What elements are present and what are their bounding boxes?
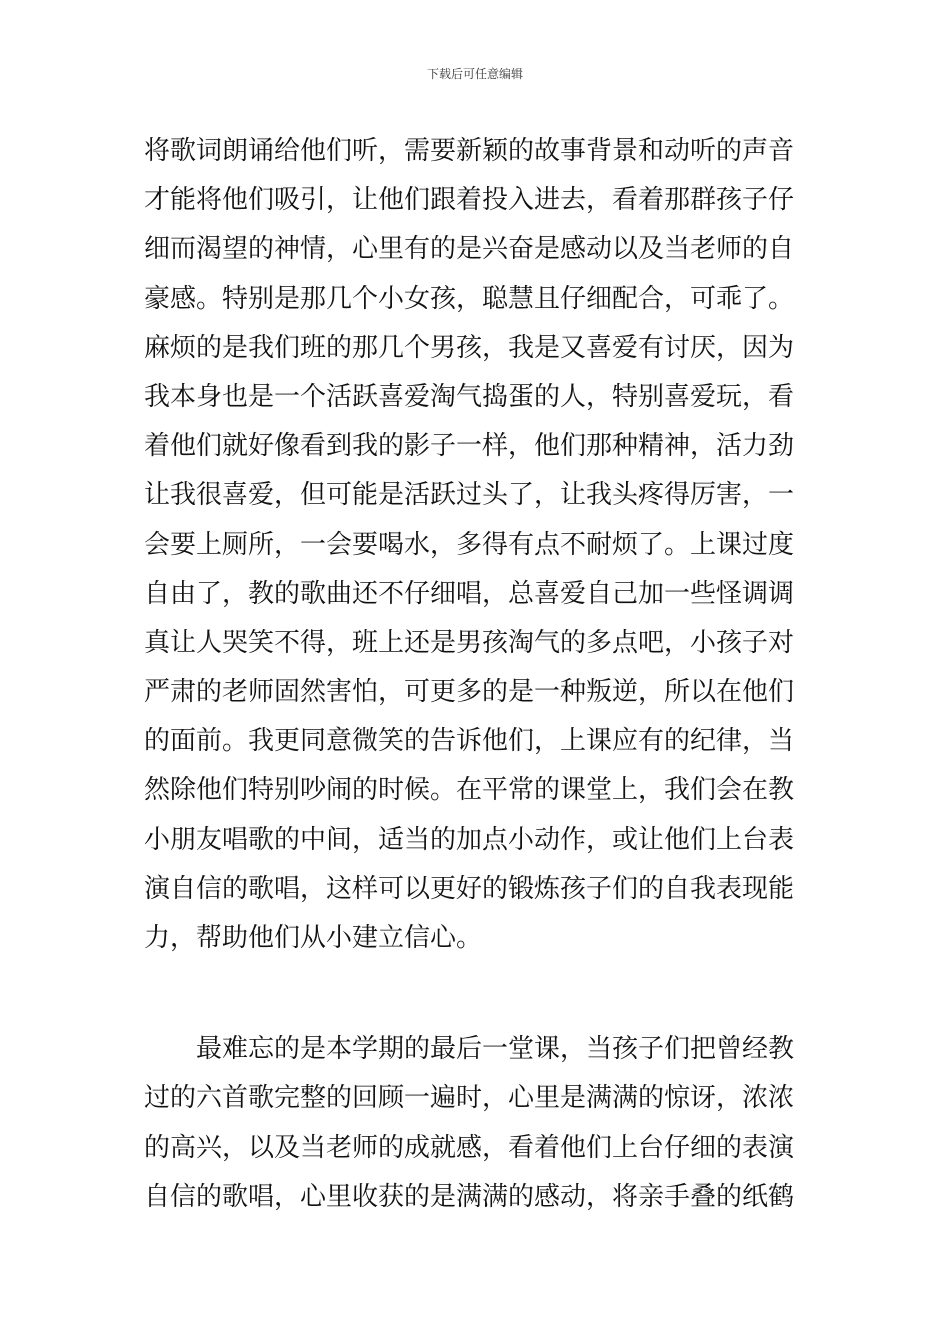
text-line: 麻烦的是我们班的那几个男孩，我是又喜爱有讨厌，因为 — [144, 332, 795, 363]
page-header: 下载后可任意编辑 — [426, 67, 523, 81]
text-line: 细而渴望的神情，心里有的是兴奋是感动以及当老师的自 — [144, 234, 795, 265]
text-line: 然除他们特别吵闹的时候。在平常的课堂上，我们会在教 — [144, 775, 795, 806]
text-line: 才能将他们吸引，让他们跟着投入进去，看着那群孩子仔 — [144, 185, 795, 216]
text-line: 演自信的歌唱，这样可以更好的锻炼孩子们的自我表现能 — [144, 873, 795, 904]
paragraph-2 — [144, 1025, 814, 1222]
text-line: 我本身也是一个活跃喜爱淘气捣蛋的人，特别喜爱玩，看 — [144, 381, 795, 412]
document-body — [144, 127, 814, 1222]
text-line: 的面前。我更同意微笑的告诉他们，上课应有的纪律，当 — [144, 726, 795, 757]
text-line: 自信的歌唱，心里收获的是满满的感动，将亲手叠的纸鹤 — [144, 1181, 795, 1212]
paragraph-1 — [144, 127, 814, 963]
text-line: 力，帮助他们从小建立信心。 — [144, 923, 483, 953]
text-line: 的高兴，以及当老师的成就感，看着他们上台仔细的表演 — [144, 1132, 795, 1163]
text-line: 严肃的老师固然害怕，可更多的是一种叛逆，所以在他们 — [144, 677, 795, 708]
paragraph-spacer — [144, 963, 814, 1025]
text-line: 会要上厕所，一会要喝水，多得有点不耐烦了。上课过度 — [144, 529, 795, 560]
text-line: 真让人哭笑不得，班上还是男孩淘气的多点吧，小孩子对 — [144, 627, 795, 658]
text-line: 让我很喜爱，但可能是活跃过头了，让我头疼得厉害，一 — [144, 480, 795, 511]
text-line: 小朋友唱歌的中间，适当的加点小动作，或让他们上台表 — [144, 824, 795, 855]
text-line: 豪感。特别是那几个小女孩，聪慧且仔细配合，可乖了。 — [144, 283, 795, 314]
text-line: 过的六首歌完整的回顾一遍时，心里是满满的惊讶，浓浓 — [144, 1083, 795, 1114]
text-line: 最难忘的是本学期的最后一堂课，当孩子们把曾经教 — [144, 1034, 795, 1065]
text-line: 着他们就好像看到我的影子一样，他们那种精神，活力劲 — [144, 431, 795, 462]
text-line: 将歌词朗诵给他们听，需要新颖的故事背景和动听的声音 — [144, 136, 795, 166]
text-line: 自由了，教的歌曲还不仔细唱，总喜爱自己加一些怪调调 — [144, 578, 795, 609]
